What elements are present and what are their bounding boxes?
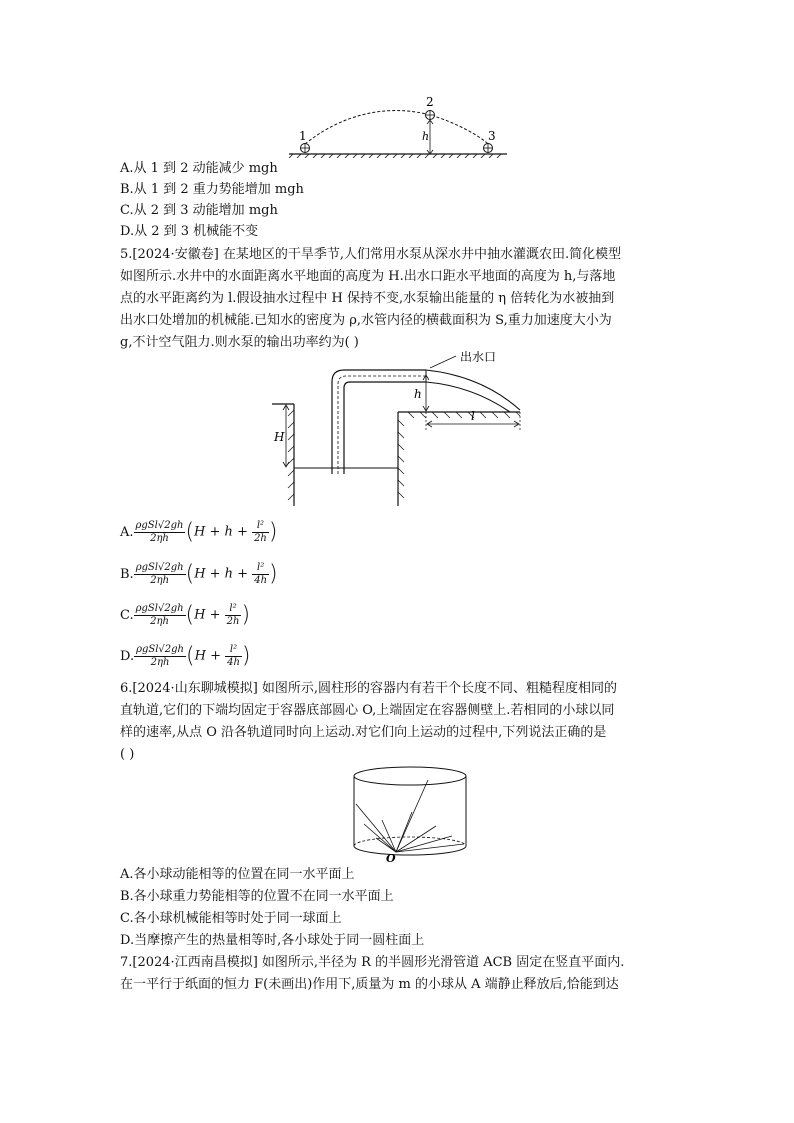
coef-den: 2ηh — [150, 575, 170, 586]
q6-option-c[interactable]: C.各小球机械能相等时处于同一球面上 — [120, 911, 342, 926]
coef-den: 2ηh — [150, 616, 169, 627]
coef-num: ρgSl√2gh — [135, 520, 184, 531]
label-H: H — [274, 430, 285, 444]
pump-figure — [268, 348, 528, 508]
q5-line-5: g,不计空气阻力.则水泵的输出功率约为( ) — [120, 335, 359, 350]
expr: H + — [194, 648, 226, 664]
opt-letter: D. — [120, 649, 135, 664]
expr: H + h + — [194, 524, 253, 540]
q4-option-d[interactable]: D.从 2 到 3 机械能不变 — [120, 224, 259, 239]
q4-option-b[interactable]: B.从 1 到 2 重力势能增加 mgh — [120, 182, 304, 197]
opt-letter: A. — [120, 525, 134, 540]
label-3: 3 — [488, 129, 496, 143]
coef-num: ρgSl√2gh — [135, 562, 184, 573]
q6-option-a[interactable]: A.各小球动能相等的位置在同一水平面上 — [120, 867, 355, 882]
label-2: 2 — [426, 95, 434, 109]
q4-option-c[interactable]: C.从 2 到 3 动能增加 mgh — [120, 203, 278, 218]
trajectory-figure — [285, 94, 515, 158]
frac-num: l² — [225, 603, 242, 616]
expr: H + — [194, 607, 225, 623]
coef-num: ρgSl√2gh — [136, 644, 184, 655]
coef-num: ρgSl√2gh — [135, 603, 184, 614]
outlet-label: 出水口 — [460, 350, 497, 364]
q7-line-2: 在一平行于纸面的恒力 F(未画出)作用下,质量为 m 的小球从 A 端静止释放后,恰能到达 — [120, 977, 619, 992]
ball-2 — [426, 111, 435, 120]
opt-letter: C. — [120, 608, 134, 623]
q6-line-3: 样的速率,从点 O 沿各轨道同时向上运动.对它们向上运动的过程中,下列说法正确的是 — [120, 725, 607, 740]
q6-line-2: 直轨道,它们的下端均固定于容器底部圆心 O,上端固定在容器侧壁上.若相同的小球以同 — [120, 703, 615, 718]
label-l: l — [471, 409, 475, 423]
q5-option-d[interactable]: D. $\frac{\text{ρgSl√2gh}}{2\eta h}$ (H + $\frac{\text{l²}}{4h}$ ) — [120, 643, 251, 669]
label-O: O — [386, 852, 396, 864]
q5-option-b[interactable]: B. $\frac{\text{ρgSl√2gh}}{2\eta h}$ (H + h + $\frac{\text{l²}}{4h}$ ) — [120, 561, 278, 587]
q6-option-d[interactable]: D.当摩擦产生的热量相等时,各小球处于同一圆柱面上 — [120, 933, 425, 948]
q5-line-4: 出水口处增加的机械能.已知水的密度为 ρ,水管内径的横截面积为 S,重力加速度大小为 — [120, 313, 612, 328]
frac-num: l² — [252, 520, 269, 533]
q5-line-2: 如图所示.水井中的水面距离水平地面的高度为 H.出水口距水平地面的高度为 h,与落地 — [120, 269, 616, 284]
q5-option-c[interactable]: C. $\frac{\text{ρgSl√2gh}}{2\eta h}$ (H + $\frac{\text{l²}}{2h}$ ) — [120, 602, 251, 628]
q6-line-1: 6.[2024·山东聊城模拟] 如图所示,圆柱形的容器内有若干个长度不同、粗糙程度相同的 — [120, 681, 618, 696]
q6-option-b[interactable]: B.各小球重力势能相等的位置不在同一水平面上 — [120, 889, 394, 904]
cylinder-figure — [348, 764, 472, 864]
q5-line-3: 点的水平距离约为 l.假设抽水过程中 H 保持不变,水泵输出能量的 η 倍转化为水被抽到 — [120, 291, 615, 306]
coef-den: 2ηh — [150, 657, 170, 668]
ball-3 — [484, 144, 493, 153]
frac-den: 2h — [254, 533, 267, 544]
label-1: 1 — [299, 129, 307, 143]
q4-option-a[interactable]: A.从 1 到 2 动能减少 mgh — [120, 161, 278, 176]
ball-1 — [301, 144, 310, 153]
q5-line-1: 5.[2024·安徽卷] 在某地区的干旱季节,人们常用水泵从深水井中抽水灌溉农田.简化模型 — [120, 247, 622, 262]
q6-line-4: ( ) — [120, 747, 135, 762]
frac-den: 4h — [254, 575, 268, 586]
frac-num: l² — [225, 644, 242, 657]
frac-num: l² — [252, 562, 269, 575]
frac-den: 2h — [226, 616, 240, 627]
expr: H + h + — [194, 566, 253, 582]
q7-line-1: 7.[2024·江西南昌模拟] 如图所示,半径为 R 的半圆形光滑管道 ACB 固定在竖直平面内. — [120, 955, 625, 970]
label-h-pump: h — [414, 387, 422, 401]
q5-option-a[interactable]: A. $\frac{\text{ρgSl√2gh}}{2\eta h}$ (H + h + $\frac{\text{l²}}{2h}$ ) — [120, 519, 278, 545]
opt-letter: B. — [120, 567, 134, 582]
label-h: h — [422, 130, 430, 143]
coef-den: 2ηh — [150, 533, 169, 544]
frac-den: 4h — [227, 657, 240, 668]
